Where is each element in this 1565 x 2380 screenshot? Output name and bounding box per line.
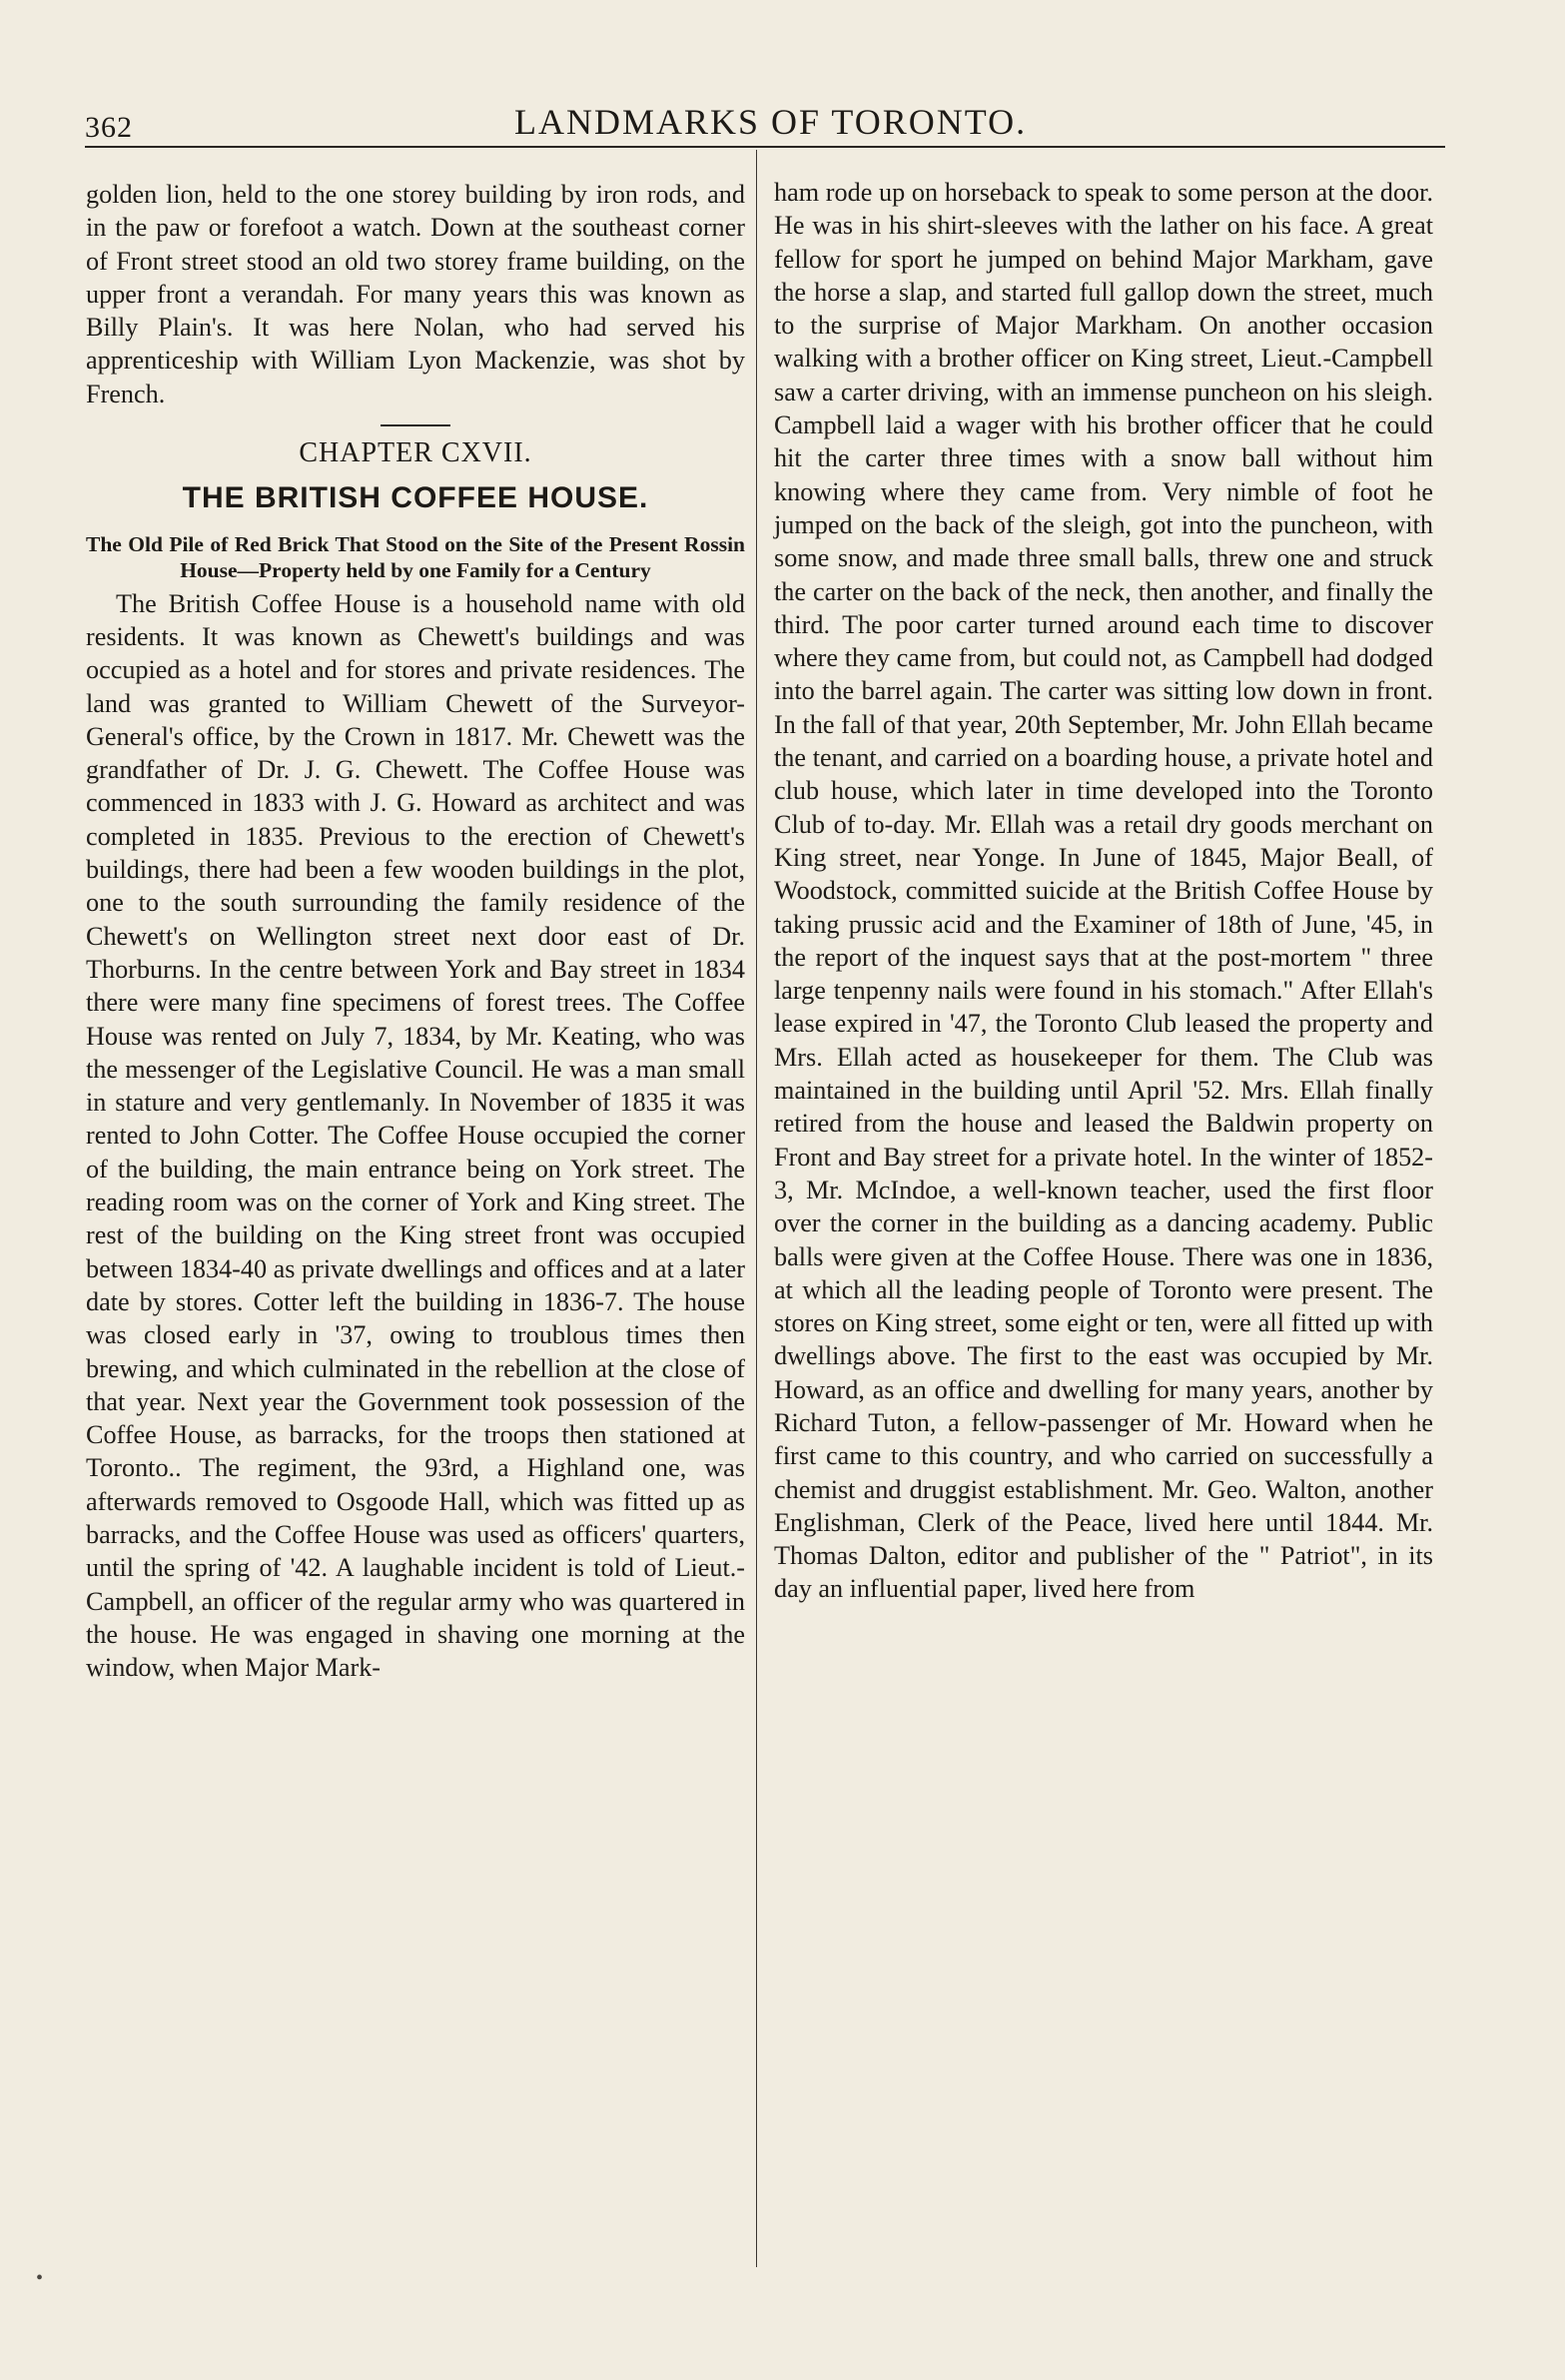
section-divider: [381, 424, 450, 426]
margin-mark: •: [36, 2267, 44, 2289]
running-title: LANDMARKS OF TORONTO.: [514, 102, 1028, 142]
chapter-number: CHAPTER CXVII.: [299, 437, 532, 469]
chapter-subtitle: The Old Pile of Red Brick That Stood on the Site of the Present Rossin House—Property held by one Family for a Century: [86, 531, 745, 582]
left-column: [86, 178, 745, 1684]
continuation-paragraph: golden lion, held to the one storey building by iron rods, and in the paw or forefoot a watch. Down at the southeast corner of Front street stood an old two storey frame building, on the upper front a verandah. For many years this was known as Billy Plain's. It was here Nolan, who had served his apprenticeship with William Lyon Mackenzie, was shot by French.: [86, 180, 745, 408]
chapter-body-right: ham rode up on horseback to speak to some person at the door. He was in his shirt-sleeves with the lather on his face. A great fellow for sport he jumped on behind Major Markham, gave the horse a slap, and started full gallop down the street, much to the surprise of Major Markham. On another occasion walking with a brother officer on King street, Lieut.-Campbell saw a carter driving, with an immense puncheon on his sleigh. Campbell laid a wager with his brother officer that he could hit the carter three times with a snow ball without him knowing where they came from. Very nimble of foot he jumped on the back of the sleigh, got into the puncheon, with some snow, and made three small balls, threw one and struck the carter on the back of the neck, then another, and finally the third. The poor carter turned around each time to discover where they came from, but could not, as Campbell had dodged into the barrel again. The carter was sitting low down in front. In the fall of that year, 20th September, Mr. John Ellah became the tenant, and carried on a boarding house, a private hotel and club house, which later in time developed into the Toronto Club of to-day. Mr. Ellah was a retail dry goods merchant on King street, near Yonge. In June of 1845, Major Beall, of Woodstock, committed suicide at the British Coffee House by taking prussic acid and the Examiner of 18th of June, '45, in the report of the inquest says that at the post-mortem " three large tenpenny nails were found in his stomach." After Ellah's lease expired in '47, the Toronto Club leased the property and Mrs. Ellah acted as housekeeper for them. The Club was maintained in the building until April '52. Mrs. Ellah finally retired from the house and leased the Baldwin property on Front and Bay street for a private hotel. In the winter of 1852-3, Mr. McIndoe, a well-known teacher, used the first floor over the corner in the building as a dancing academy. Public balls were given at the Coffee House. There was one in 1836, at which all the leading people of Toronto were present. The stores on King street, some eight or ten, were all fitted up with dwellings above. The first to the east was occupied by Mr. Howard, as an office and dwelling for many years, another by Richard Tuton, a fellow-passenger of Mr. Howard when he first came to this country, and who carried on successfully a chemist and druggist establishment. Mr. Geo. Walton, another Englishman, Clerk of the Peace, lived here until 1844. Mr. Thomas Dalton, editor and publisher of the " Patriot", in its day an influential paper, lived here from: [774, 178, 1433, 1604]
column-divider: [756, 150, 757, 2267]
page-number: 362: [85, 111, 133, 144]
chapter-title: THE BRITISH COFFEE HOUSE.: [182, 481, 649, 515]
right-column: [774, 176, 1433, 1606]
page-header: [85, 95, 1443, 145]
chapter-body-left: The British Coffee House is a household name with old residents. It was known as Chewett's buildings and was occupied as a hotel and for stores and private residences. The land was granted to William Chewett of the Surveyor-General's office, by the Crown in 1817. Mr. Chewett was the grandfather of Dr. J. G. Chewett. The Coffee House was commenced in 1833 with J. G. Howard as architect and was completed in 1835. Previous to the erection of Chewett's buildings, there had been a few wooden buildings in the plot, one to the south surrounding the family residence of the Chewett's on Wellington street next door east of Dr. Thorburns. In the centre between York and Bay street in 1834 there were many fine specimens of forest trees. The Coffee House was rented on July 7, 1834, by Mr. Keating, who was the messenger of the Legislative Council. He was a man small in stature and very gentlemanly. In November of 1835 it was rented to John Cotter. The Coffee House occupied the corner of the building, the main entrance being on York street. The reading room was on the corner of York and King street. The rest of the building on the King street front was occupied between 1834-40 as private dwellings and offices and at a later date by stores. Cotter left the building in 1836-7. The house was closed early in '37, owing to troublous times then brewing, and which culminated in the rebellion at the close of that year. Next year the Government took possession of the Coffee House, as barracks, for the troops then stationed at Toronto.. The regiment, the 93rd, a Highland one, was afterwards removed to Osgoode Hall, which was fitted up as barracks, and the Coffee House was used as officers' quarters, until the spring of '42. A laughable incident is told of Lieut.-Campbell, an officer of the regular army who was quartered in the house. He was engaged in shaving one morning at the window, when Major Mark-: [86, 588, 745, 1683]
header-rule: [85, 146, 1445, 148]
